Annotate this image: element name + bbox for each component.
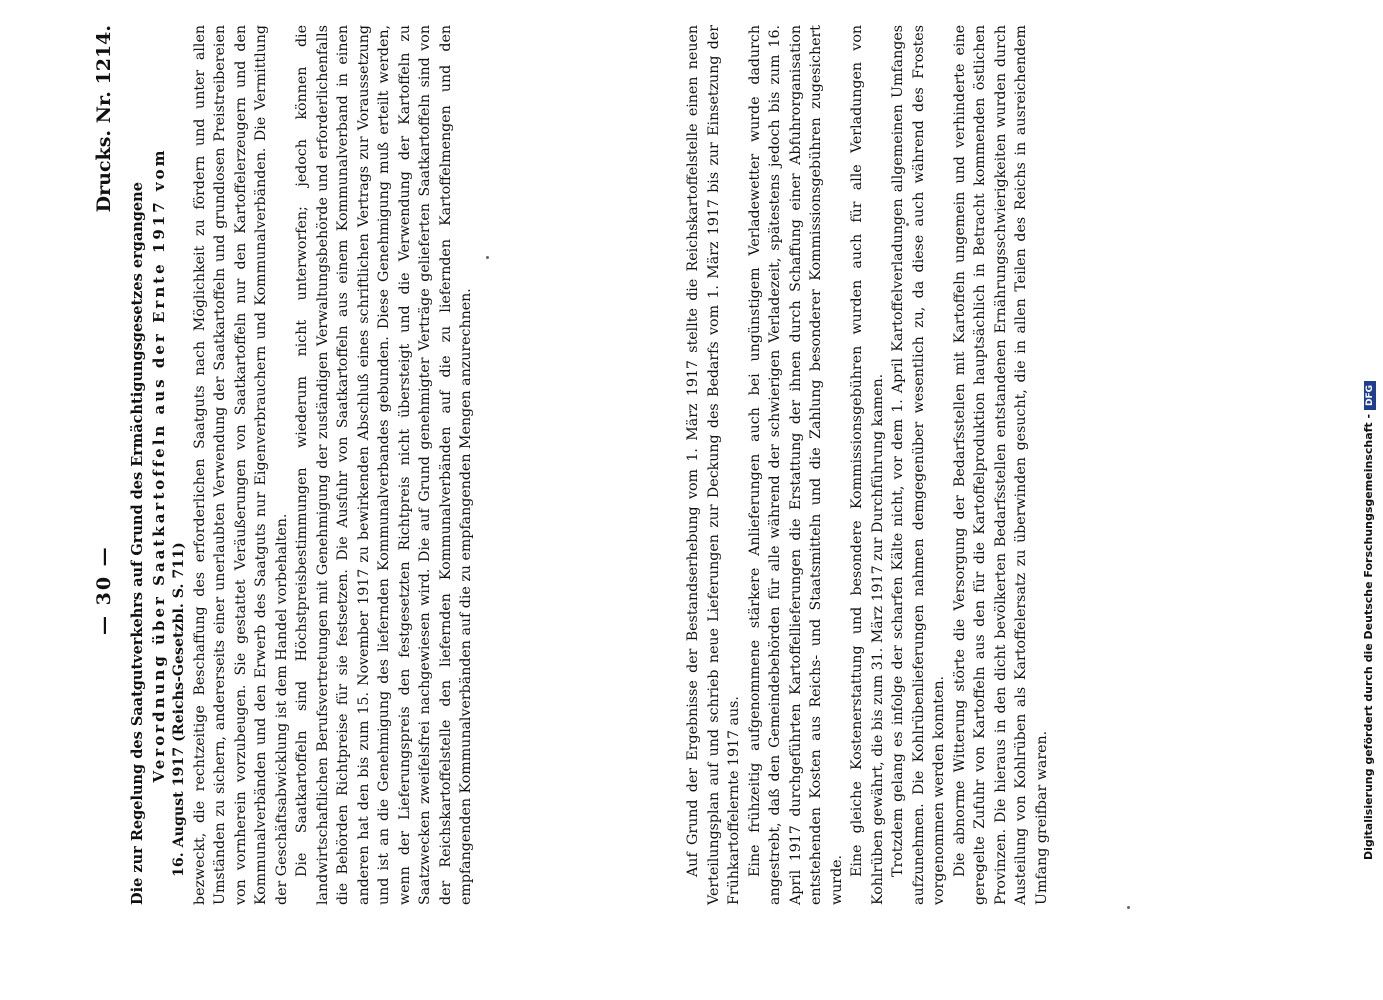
- credit-text: Digitalisierung gefördert durch die Deutsche Forschungsgemeinschaft -: [1362, 413, 1375, 860]
- page-number: — 30 —: [93, 545, 115, 635]
- dfg-badge: DFG: [1364, 381, 1376, 410]
- scan-speck: [906, 223, 909, 226]
- paragraph: bezweckt, die rechtzeitige Beschaffung des erforderlichen Saatguts nach Möglichkeit zu fördern und unter allen Umständen zu sichern, andererseits einer unerlaubten Verwendung der Saatkartoffeln und grundlosen Preistreibereien von vornherein vorzubeugen. Sie gestattet Veräußerungen von Saatkartoffeln nur den Kartoffelerzeugern und den Kommunalverbänden und den Erwerb des Saatguts nur Eigenverbrauchern und Kommunalverbänden. Die Vermittlung der Geschäftsabwicklung ist dem Handel vorbehalten.: [191, 25, 290, 905]
- paragraph: Eine gleiche Kostenerstattung und besondere Kommissionsgebühren wurden auch für alle Verladungen von Kohlrüben gewährt, die bis zum 31. März 1917 zur Durchführung kamen.: [849, 25, 886, 905]
- digitization-credit: [1362, 381, 1376, 860]
- paragraph: Die Saatkartoffeln sind Höchstpreisbestimmungen wiederum nicht unterworfen; jedoch können die landwirtschaftlichen Berufsvertretungen mit Genehmigung der zuständigen Verwaltungsbehörde und erforderlichenfalls die Behörden Richtpreise für sie festsetzen. Die Ausfuhr von Saatkartoffeln aus einem Kommunalverband in einen anderen hat den bis zum 15. November 1917 zu bewirkenden Abschluß eines schriftlichen Vertrags zur Voraussetzung und ist an die Genehmigung des liefernden Kommunalverbandes gebunden. Diese Genehmigung muß erteilt werden, wenn der Lieferungspreis den festgesetzten Richtpreis nicht übersteigt und die Verwendung der Kartoffeln zu Saatzwecken zweifelsfrei nachgewiesen wird. Die auf Grund genehmigter Verträge gelieferten Saatkartoffeln sind von der Reichskartoffelstelle den liefernden Kommunalverbänden auf die zu liefernden Kartoffelmengen und den empfangenden Kommunalverbänden auf die zu empfangenden Mengen anzurechnen.: [294, 25, 474, 905]
- section-saatkartoffeln: [128, 25, 477, 905]
- paragraph: Die abnorme Witterung störte die Versorgung der Bedarfsstellen mit Kartoffeln ungemein und verhinderte eine geregelte Zufuhr von Kartoffeln aus den für die Kartoffelproduktion hauptsächlich in Betracht kommenden östlichen Provinzen. Die hieraus in den dicht bevölkerten Bedarfsstellen entstandenen Ernährungsschwierigkeiten wurden durch Austeilung von Kohlrüben als Kartoffelersatz zu überwinden gesucht, die in allen Teilen des Reichs in ausreichendem Umfang greifbar waren.: [951, 25, 1050, 905]
- section-title: Die zur Regelung des Saatgutverkehrs auf Grund des Ermächtigungsgesetzes ergangene: [129, 182, 146, 905]
- ordinance-title-line2: 16. August 1917 (Reichs-Gesetzbl. S. 711): [171, 542, 187, 877]
- scan-speck: [486, 256, 489, 259]
- paragraph: Eine frühzeitig aufgenommene stärkere Anlieferungen auch bei ungünstigem Verladewetter wurde dadurch angestrebt, daß den Gemeindebehörden für alle während der schwierigen Verladezeit, spätestens jedoch bis zum 16. April 1917 durchgeführten Kartoffellieferungen die Erstattung der ihnen durch Schaffung einer Abfuhrorganisation entstehenden Kosten aus Reichs- und Staatsmitteln und die Zahlung besonderer Kommissionsgebühren zugesichert wurde.: [746, 25, 845, 905]
- paragraph: Trotzdem gelang es infolge der scharfen Kälte nicht, vor dem 1. April Kartoffelverladungen allgemeinen Umfanges aufzunehmen. Die Kohlrübenlieferungen nahmen demgegenüber wesentlich zu, da diese auch während des Frostes vorgenommen werden konnten.: [890, 25, 947, 905]
- ordinance-title-line1: Verordnung über Saatkartoffeln aus der Ernte 1917 vom: [149, 147, 168, 783]
- section-reichskartoffelstelle: [683, 25, 1052, 905]
- drucksache-number: Drucks. Nr. 1214.: [93, 25, 115, 213]
- scan-speck: [1127, 906, 1130, 909]
- paragraph: Auf Grund der Ergebnisse der Bestandserhebung vom 1. März 1917 stellte die Reichskartoffelstelle einen neuen Verteilungsplan auf und schrieb neue Lieferungen zur Deckung des Bedarfs vom 1. März 1917 bis zur Einsetzung der Frühkartoffelernte 1917 aus.: [685, 25, 742, 905]
